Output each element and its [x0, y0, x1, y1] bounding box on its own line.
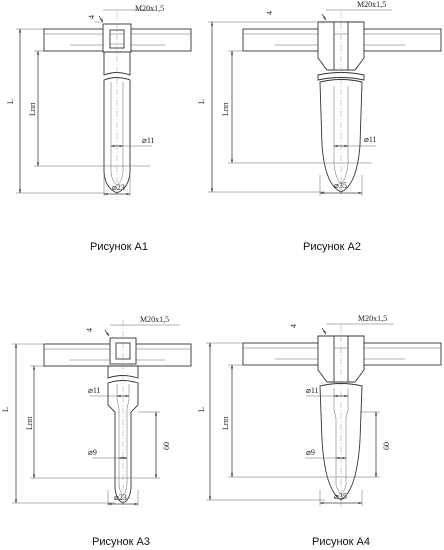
inner-diameter-label: ⌀11 — [142, 136, 155, 145]
figure-caption: Рисунок А1 — [90, 241, 148, 253]
outer-diameter-label: ⌀23 — [112, 183, 125, 192]
top-offset-label: 4 — [85, 328, 94, 332]
thread-label: M20x1,5 — [358, 314, 388, 323]
figure-a4 — [197, 314, 441, 548]
immersion-length-label: Lпп — [221, 102, 230, 116]
figure-caption: Рисунок А4 — [312, 536, 370, 548]
total-length-label: L — [1, 407, 10, 412]
outer-diameter-label: ⌀35 — [334, 492, 347, 501]
total-length-label: L — [6, 99, 15, 104]
tip-length-label: 60 — [382, 442, 391, 450]
immersion-length-label: Lпп — [28, 102, 37, 116]
thread-label: M20x1,5 — [357, 0, 387, 9]
figure-a1 — [6, 4, 191, 253]
figure-caption: Рисунок А2 — [303, 241, 361, 253]
top-offset-label: 4 — [87, 15, 96, 19]
upper-bore-diameter-label: ⌀11 — [306, 386, 319, 395]
outer-diameter-label: ⌀23 — [114, 493, 127, 502]
immersion-length-label: Lпп — [221, 416, 230, 430]
figure-a2 — [197, 0, 441, 253]
lower-bore-diameter-label: ⌀9 — [88, 448, 97, 457]
figure-caption: Рисунок А3 — [92, 536, 150, 548]
lower-bore-diameter-label: ⌀9 — [306, 448, 315, 457]
figure-a3 — [1, 315, 191, 548]
inner-diameter-label: ⌀11 — [364, 135, 377, 144]
total-length-label: L — [197, 99, 206, 104]
top-offset-label: 4 — [289, 324, 298, 328]
thread-label: M20x1,5 — [140, 315, 170, 324]
upper-bore-diameter-label: ⌀11 — [88, 386, 101, 395]
outer-diameter-label: ⌀35 — [334, 181, 347, 190]
thread-label: M20x1,5 — [135, 4, 165, 13]
top-offset-label: 4 — [265, 11, 274, 15]
tip-length-label: 60 — [162, 442, 171, 450]
immersion-length-label: Lпп — [25, 416, 34, 430]
total-length-label: L — [197, 407, 206, 412]
